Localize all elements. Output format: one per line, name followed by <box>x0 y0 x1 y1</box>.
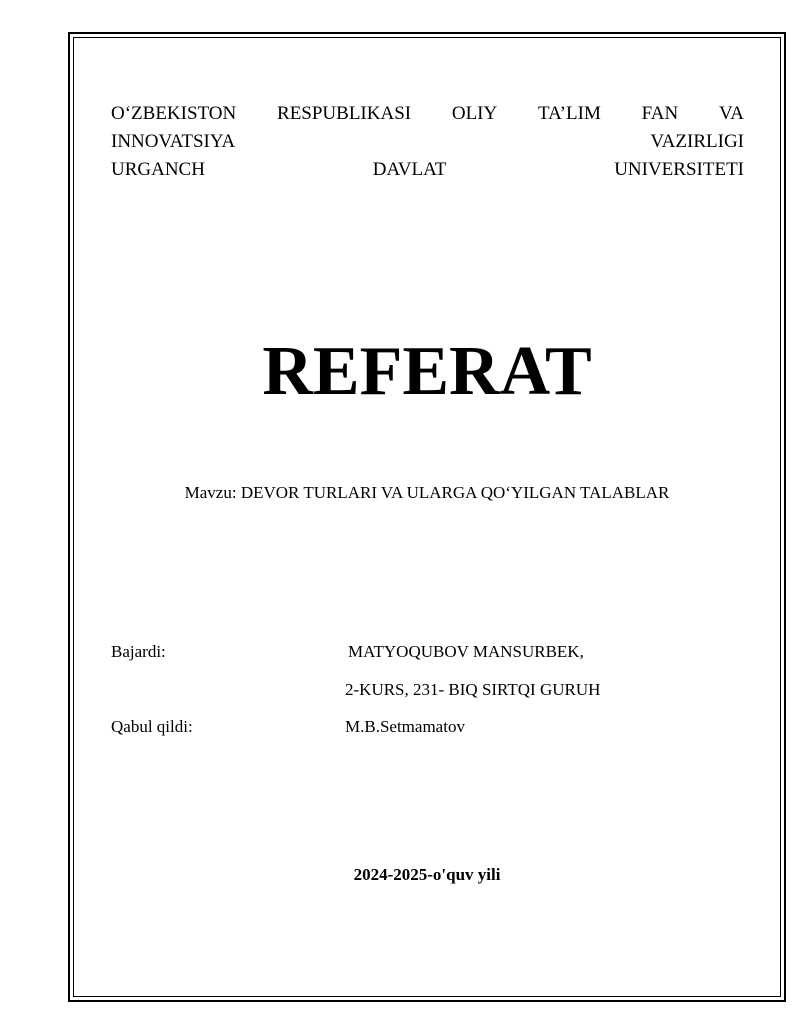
header-line-2 <box>111 128 744 156</box>
institution-header <box>111 100 744 184</box>
header-word: O‘ZBEKISTON <box>111 103 237 124</box>
header-word: RESPUBLIKASI <box>277 103 412 124</box>
topic-line: Mavzu: DEVOR TURLARI VA ULARGA QO‘YILGAN TALABLAR <box>184 483 670 502</box>
header-word: URGANCH <box>111 159 205 180</box>
academic-year: 2024-2025-o'quv yili <box>353 865 501 884</box>
header-word: OLIY <box>451 103 498 124</box>
reviewer-label: Qabul qildi: <box>111 717 193 736</box>
performer-group: 2-KURS, 231- BIQ SIRTQI GURUH <box>345 680 601 699</box>
header-line-3 <box>111 156 744 184</box>
header-line-1 <box>111 100 744 128</box>
header-word: FAN <box>641 103 679 124</box>
performer-name: MATYOQUBOV MANSURBEK, <box>348 642 584 661</box>
header-word: INNOVATSIYA <box>111 131 236 152</box>
document-title: REFERAT <box>262 333 592 410</box>
header-word: DAVLAT <box>372 159 447 180</box>
header-word: VA <box>718 103 744 124</box>
performer-label: Bajardi: <box>111 642 166 661</box>
header-word: VAZIRLIGI <box>650 131 744 152</box>
header-word: UNIVERSITETI <box>614 159 744 180</box>
reviewer-name: M.B.Setmamatov <box>345 717 465 736</box>
header-word: TA’LIM <box>537 103 601 124</box>
